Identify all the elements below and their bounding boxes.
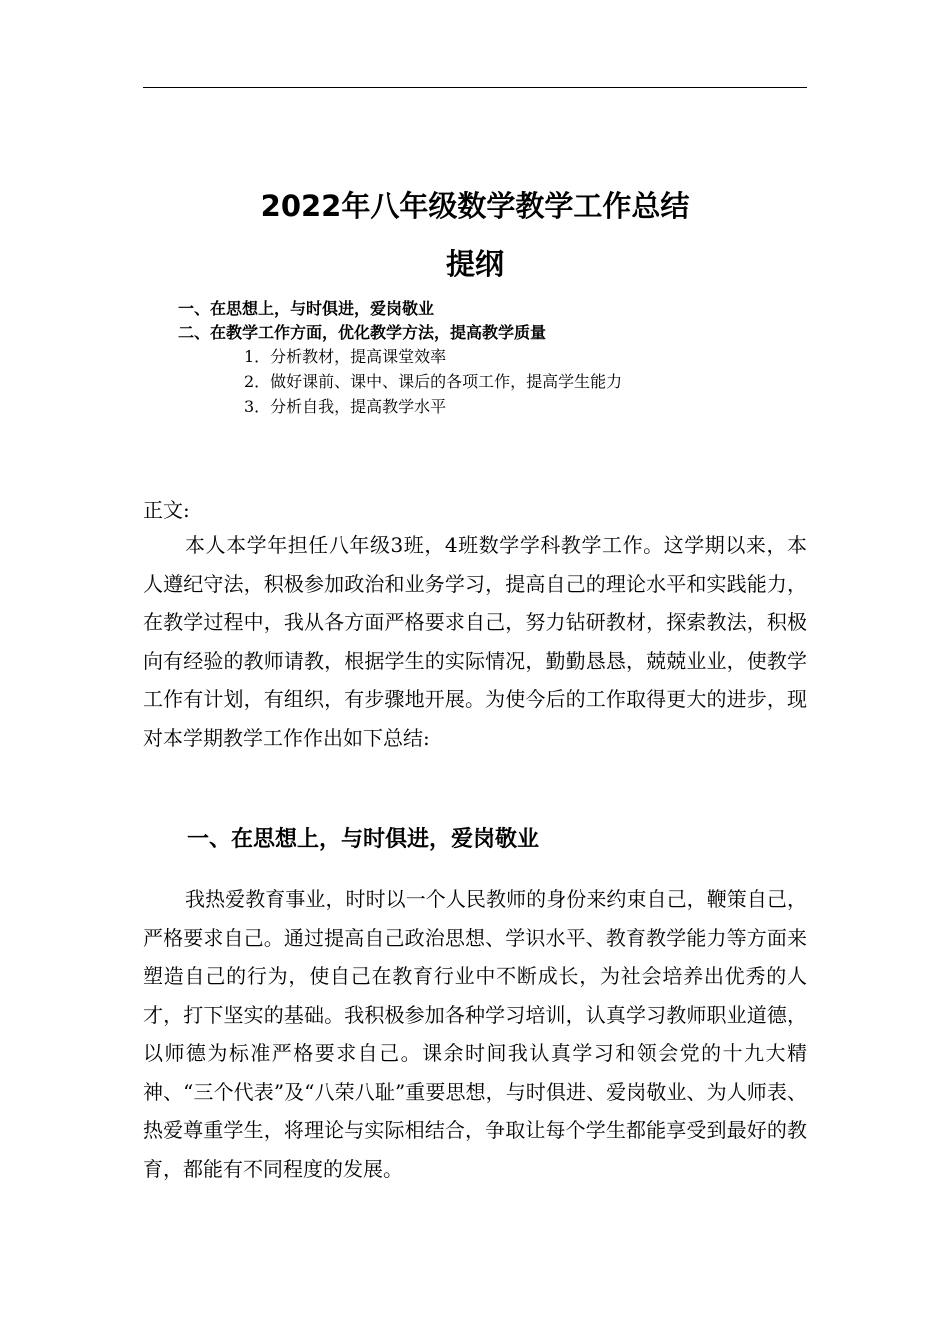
outline-subitem-2: 2．做好课前、课中、课后的各项工作，提高学生能力 [244,372,623,391]
body-label: 正文: [143,498,190,522]
section-heading-1: 一、在思想上，与时俱进，爱岗敬业 [187,827,540,852]
header-rule [143,87,807,88]
outline-subitem-1: 1．分析教材，提高课堂效率 [244,347,447,366]
outline-item-2: 二、在教学工作方面，优化教学方法，提高教学质量 [178,323,547,342]
outline-item-1: 一、在思想上，与时俱进，爱岗敬业 [178,299,435,318]
outline-subitem-3: 3．分析自我，提高教学水平 [244,397,447,416]
section-1-paragraph: 我热爱教育事业，时时以一个人民教师的身份来约束自己，鞭策自己，严格要求自己。通过提高自己政治思想、学识水平、教育教学能力等方面来塑造自己的行为，使自己在教育行业中不断成长，为社会培养出优秀的人才，打下坚实的基础。我积极参加各种学习培训，认真学习教师职业道德，以师德为标准严格要求自己。课余时间我认真学习和领会党的十九大精神、“三个代表”及“八荣八耻”重要思想，与时俱进、爱岗敬业、为人师表、热爱尊重学生，将理论与实际相结合，争取让每个学生都能享受到最好的教育，都能有不同程度的发展。 [143,887,807,1181]
intro-paragraph: 本人本学年担任八年级3班，4班数学学科教学工作。这学期以来，本人遵纪守法，积极参加政治和业务学习，提高自己的理论水平和实践能力，在教学过程中，我从各方面严格要求自己，努力钻研教材，探索教法，积极向有经验的教师请教，根据学生的实际情况，勤勤恳恳，兢兢业业，使教学工作有计划，有组织，有步骤地开展。为使今后的工作取得更大的进步，现对本学期教学工作作出如下总结: [143,533,807,750]
document-title: 2022年八年级数学教学工作总结 [260,189,690,223]
document-subtitle: 提纲 [445,247,504,281]
